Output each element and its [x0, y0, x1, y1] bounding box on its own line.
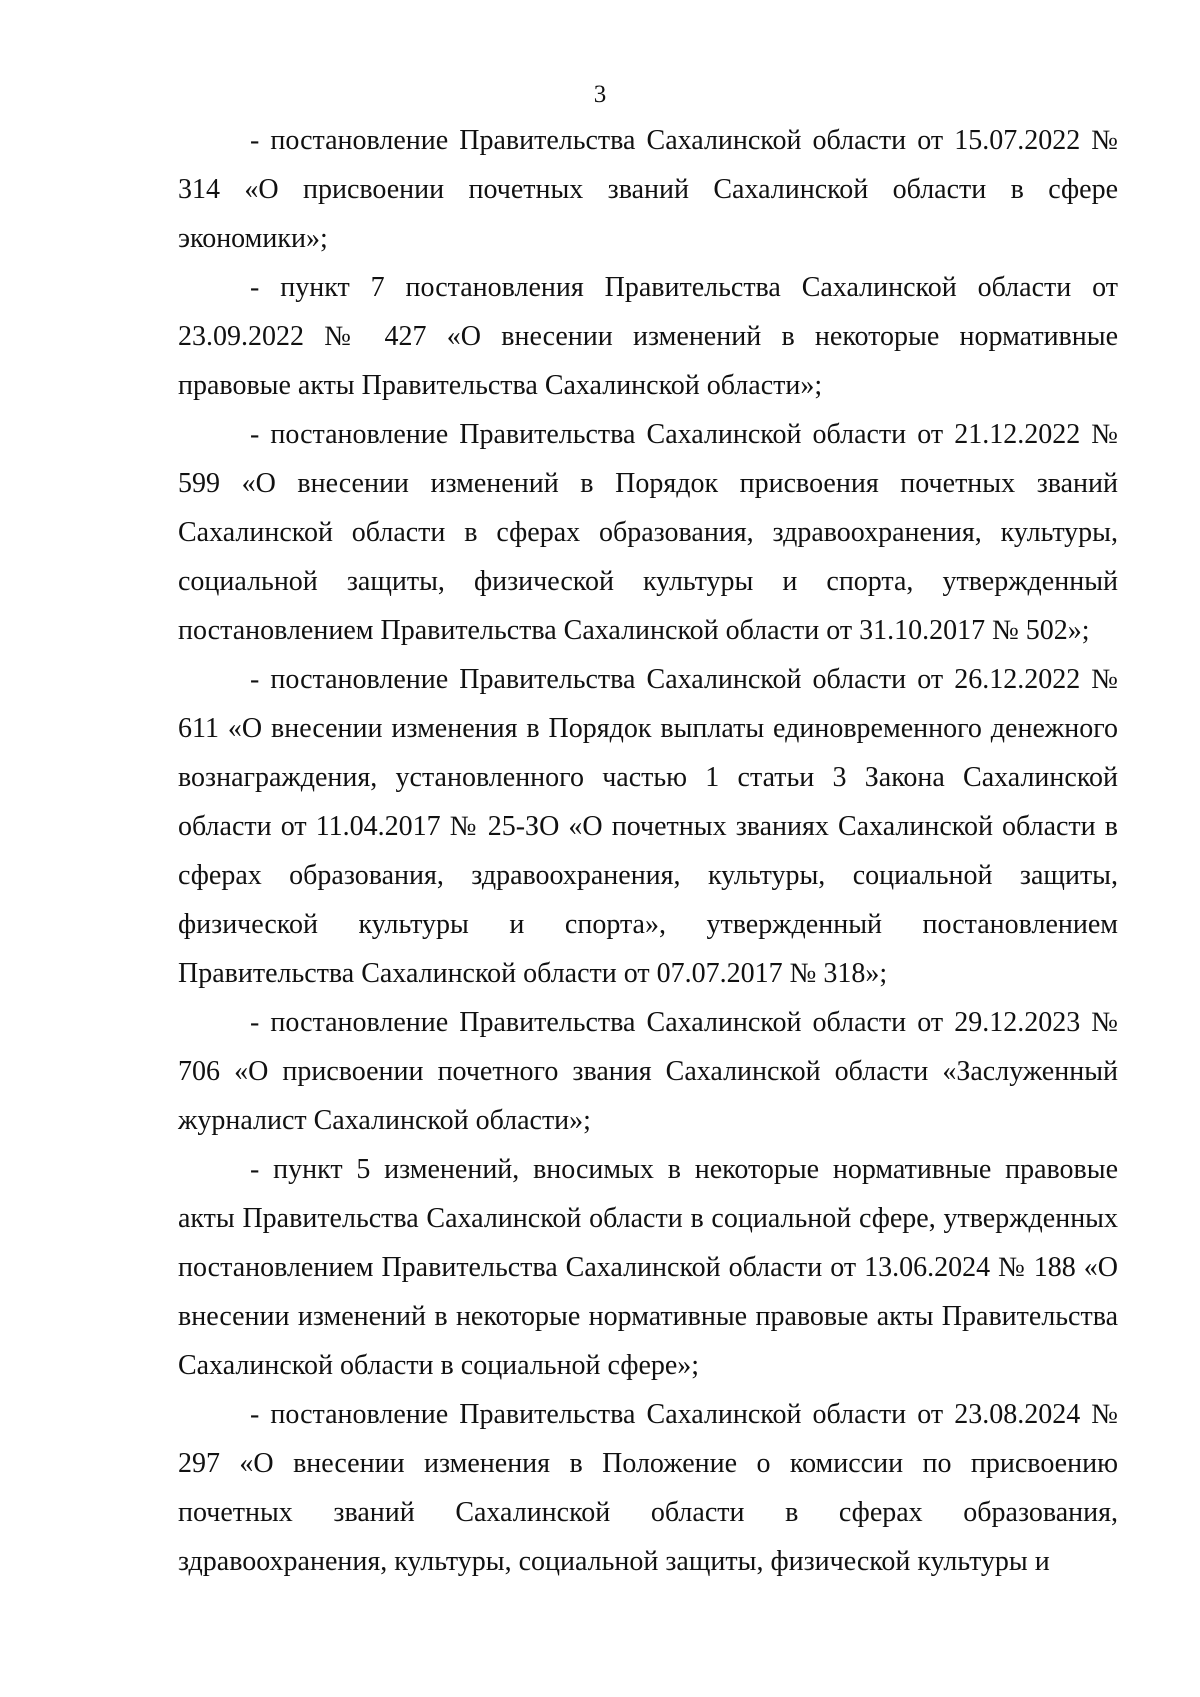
- paragraph-resolution-297: - постановление Правительства Сахалинской области от 23.08.2024 № 297 «О внесении изменения в Положение о комиссии по присвоению почетных званий Сахалинской области в сферах образования, здравоохранения, культуры, социальной защиты, физической культуры и: [178, 1399, 1118, 1577]
- paragraph-item-7-resolution-427: - пункт 7 постановления Правительства Сахалинской области от 23.09.2022 № 427 «О внесении изменений в некоторые нормативные правовые акты Правительства Сахалинской области»;: [178, 272, 1118, 401]
- paragraph-item-5-resolution-188: - пункт 5 изменений, вносимых в некоторые нормативные правовые акты Правительства Сахалинской области в социальной сфере, утвержденных постановлением Правительства Сахалинской области от 13.06.2024 № 188 «О внесении изменений в некоторые нормативные правовые акты Правительства Сахалинской области в социальной сфере»;: [178, 1154, 1118, 1381]
- paragraph-resolution-599: - постановление Правительства Сахалинской области от 21.12.2022 № 599 «О внесении изменений в Порядок присвоения почетных званий Сахалинской области в сферах образования, здравоохранения, культуры, социальной защиты, физической культуры и спорта, утвержденный постановлением Правительства Сахалинской области от 31.10.2017 № 502»;: [178, 419, 1118, 646]
- paragraph-resolution-706: - постановление Правительства Сахалинской области от 29.12.2023 № 706 «О присвоении почетного звания Сахалинской области «Заслуженный журналист Сахалинской области»;: [178, 1007, 1118, 1136]
- paragraph-resolution-611: - постановление Правительства Сахалинской области от 26.12.2022 № 611 «О внесении изменения в Порядок выплаты единовременного денежного вознаграждения, установленного частью 1 статьи 3 Закона Сахалинской области от 11.04.2017 № 25-ЗО «О почетных званиях Сахалинской области в сферах образования, здравоохранения, культуры, социальной защиты, физической культуры и спорта», утвержденный постановлением Правительства Сахалинской области от 07.07.2017 № 318»;: [178, 664, 1118, 989]
- page-number: 3: [593, 81, 607, 108]
- paragraph-resolution-314: - постановление Правительства Сахалинской области от 15.07.2022 № 314 «О присвоении почетных званий Сахалинской области в сфере экономики»;: [178, 125, 1118, 254]
- document-body: [178, 116, 1118, 1586]
